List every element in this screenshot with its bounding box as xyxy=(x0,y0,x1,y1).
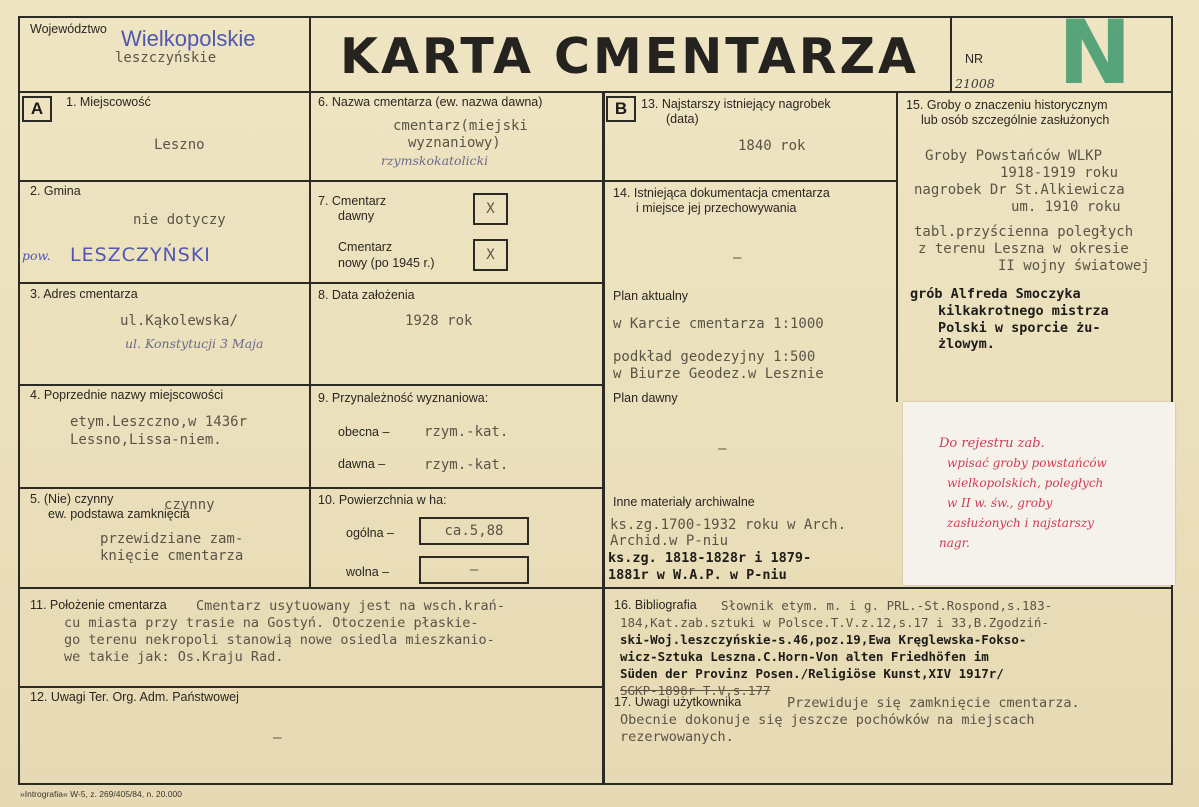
row-a5 xyxy=(18,587,1173,589)
section-b-marker: B xyxy=(606,96,636,122)
f17-label: 17. Uwagi użytkownika xyxy=(614,695,742,709)
f15-b1: grób Alfreda Smoczyka xyxy=(910,286,1081,302)
note-line6: nagr. xyxy=(939,536,970,550)
f17-line2: Obecnie dokonuje się jeszcze pochówków na miejscach xyxy=(620,712,1035,728)
nr-value: 21008 xyxy=(955,76,995,91)
f16-line2: 184,Kat.zab.sztuki w Polsce.T.V.z.12,s.17 i 33,B.Zgodziń- xyxy=(620,615,1049,630)
f7-old-label2: dawny xyxy=(338,209,375,223)
f11-line2: cu miasta przy trasie na Gostyń. Otoczenie płaskie- xyxy=(64,615,479,631)
f14-label2: i miejsce jej przechowywania xyxy=(636,201,797,215)
f16-line1: Słownik etym. m. i g. PRL.-St.Rospond,s.183- xyxy=(721,598,1053,613)
f6-line2: wyznaniowy) xyxy=(408,135,501,151)
f15-l7: II wojny światowej xyxy=(998,258,1150,274)
f10-label: 10. Powierzchnia w ha: xyxy=(318,493,447,507)
f15-b3: Polski w sporcie żu- xyxy=(938,320,1101,336)
f1-label: 1. Miejscowość xyxy=(66,95,151,109)
header-v1 xyxy=(309,16,311,93)
f5-label2: ew. podstawa zamknięcia xyxy=(48,507,190,521)
f14-current-plan1: w Karcie cmentarza 1:1000 xyxy=(613,316,824,332)
f2-label: 2. Gmina xyxy=(30,184,81,198)
f13-label1: 13. Najstarszy istniejący nagrobek xyxy=(641,97,831,111)
col-v1 xyxy=(309,91,311,588)
f15-l3: nagrobek Dr St.Alkiewicza xyxy=(914,182,1125,198)
row-b1 xyxy=(602,180,896,182)
f3-label: 3. Adres cmentarza xyxy=(30,287,138,301)
nr-label: NR xyxy=(965,52,984,66)
f4-label: 4. Poprzednie nazwy miejscowości xyxy=(30,388,224,402)
note-line5: zasłużonych i najstarszy xyxy=(947,516,1094,530)
f5-label1: 5. (Nie) czynny xyxy=(30,492,114,506)
f15-label2: lub osób szczególnie zasłużonych xyxy=(921,113,1110,127)
f15-l2: 1918-1919 roku xyxy=(1000,165,1119,181)
f7-new-label1: Cmentarz xyxy=(338,240,393,254)
row-a2 xyxy=(18,282,603,284)
row-a1 xyxy=(18,180,603,182)
row-a3 xyxy=(18,384,603,386)
f5-line2: knięcie cmentarza xyxy=(100,548,244,564)
f14-archive4: 1881r w W.A.P. w P-niu xyxy=(608,567,787,583)
f3-value: ul.Kąkolewska/ xyxy=(120,313,239,329)
f11-line4: we takie jak: Os.Kraju Rad. xyxy=(64,649,284,665)
f7-old-label1: 7. Cmentarz xyxy=(318,194,387,208)
note-line1: Do rejestru zab. xyxy=(939,436,1045,451)
f15-l5: tabl.przyścienna poległych xyxy=(914,224,1134,240)
f17-line3: rezerwowanych. xyxy=(620,729,734,745)
f15-l1: Groby Powstańców WLKP xyxy=(925,148,1103,164)
f15-b2: kilkakrotnego mistrza xyxy=(938,303,1109,319)
header-divider xyxy=(18,91,1173,93)
row-a6 xyxy=(18,686,603,688)
f1-value: Leszno xyxy=(154,137,205,153)
f9-current-label: obecna – xyxy=(338,425,390,439)
f2-stamp: LESZCZYŃSKI xyxy=(70,244,211,266)
f2-hand-prefix: pow. xyxy=(22,248,51,263)
f6-hand: rzymskokatolicki xyxy=(381,153,489,168)
f8-label: 8. Data założenia xyxy=(318,288,415,302)
f10-total-box[interactable]: ca.5,88 xyxy=(419,517,529,545)
section-a-marker: A xyxy=(22,96,52,122)
f15-label1: 15. Groby o znaczeniu historycznym xyxy=(906,98,1108,112)
pasted-note xyxy=(903,402,1175,585)
f14-current-plan-label: Plan aktualny xyxy=(613,289,689,303)
border-top xyxy=(18,16,1173,18)
f11-line1: Cmentarz usytuowany jest na wsch.krań- xyxy=(196,598,505,614)
f4-line2: Lessno,Lissa-niem. xyxy=(70,432,222,448)
f9-label: 9. Przynależność wyznaniowa: xyxy=(318,391,489,405)
f14-current-plan2: podkład geodezyjny 1:500 xyxy=(613,349,816,365)
col-v2 xyxy=(602,91,605,785)
f7-old-checkbox[interactable]: X xyxy=(473,193,508,225)
header-v2 xyxy=(950,16,952,93)
f14-old-plan-value: – xyxy=(718,441,727,457)
f14-label1: 14. Istniejąca dokumentacja cmentarza xyxy=(613,186,830,200)
f15-b4: żlowym. xyxy=(938,336,995,352)
border-bottom xyxy=(18,783,1173,785)
f15-l6: z terenu Leszna w okresie xyxy=(918,241,1129,257)
f16-line6: SGKP-1898r T.V,s.177 xyxy=(620,683,771,698)
f14-old-plan-label: Plan dawny xyxy=(613,391,678,405)
border-left xyxy=(18,16,20,784)
f16-line4: wicz-Sztuka Leszna.C.Horn-Von alten Friedhöfen im xyxy=(620,649,989,664)
f4-line1: etym.Leszczno,w 1436r xyxy=(70,414,248,430)
f3-hand: ul. Konstytucji 3 Maja xyxy=(125,336,264,351)
f12-value: – xyxy=(273,730,282,746)
f8-value: 1928 rok xyxy=(405,313,473,329)
card-title: KARTA CMENTARZA xyxy=(340,28,919,85)
f5-line1: przewidziane zam- xyxy=(100,531,244,547)
f2-value: nie dotyczy xyxy=(133,212,226,228)
f9-former-value: rzym.-kat. xyxy=(424,457,509,473)
big-letter-marker: N xyxy=(1058,1,1132,104)
f15-l4: um. 1910 roku xyxy=(1011,199,1121,215)
f10-total-label: ogólna – xyxy=(346,526,394,540)
f12-label: 12. Uwagi Ter. Org. Adm. Państwowej xyxy=(30,690,239,704)
f10-free-label: wolna – xyxy=(346,565,390,579)
print-footer: »Intrografia« W-5, z. 269/405/84, n. 20.000 xyxy=(20,789,182,799)
row-a4 xyxy=(18,487,603,489)
f9-current-value: rzym.-kat. xyxy=(424,424,509,440)
f7-new-label2: nowy (po 1945 r.) xyxy=(338,256,435,270)
f14-value: – xyxy=(733,250,742,266)
border-right xyxy=(1171,16,1173,784)
f6-label: 6. Nazwa cmentarza (ew. nazwa dawna) xyxy=(318,95,543,109)
f5-value: czynny xyxy=(164,497,215,513)
note-line2: wpisać groby powstańców xyxy=(947,456,1107,470)
voivodeship-stamp: Wielkopolskie xyxy=(121,26,256,51)
f14-archive1: ks.zg.1700-1932 roku w Arch. xyxy=(610,517,847,533)
voivodeship-typed: leszczyńskie xyxy=(115,50,217,66)
f11-line3: go terenu nekropoli stanowią nowe osiedla mieszkanio- xyxy=(64,632,495,648)
f13-value: 1840 rok xyxy=(738,138,806,154)
f16-line3: ski-Woj.leszczyńskie-s.46,poz.19,Ewa Kręglewska-Fokso- xyxy=(620,632,1027,647)
f14-current-plan3: w Biurze Geodez.w Lesznie xyxy=(613,366,824,382)
f14-archive2: Archid.w P-niu xyxy=(610,533,729,549)
voivodeship-label: Województwo xyxy=(30,22,107,36)
f10-free-box[interactable]: – xyxy=(419,556,529,584)
f6-line1: cmentarz(miejski xyxy=(393,118,528,134)
f7-new-checkbox[interactable]: X xyxy=(473,239,508,271)
note-line4: w II w. św., groby xyxy=(947,496,1053,510)
f14-archive3: ks.zg. 1818-1828r i 1879- xyxy=(608,550,812,566)
f9-former-label: dawna – xyxy=(338,457,386,471)
f16-line5: Süden der Provinz Posen./Religiöse Kunst,XIV 1917r/ xyxy=(620,666,1004,681)
f11-label: 11. Położenie cmentarza xyxy=(30,598,167,612)
f13-label2: (data) xyxy=(666,112,699,126)
f17-line1: Przewiduje się zamknięcie cmentarza. xyxy=(787,695,1080,711)
col-v3 xyxy=(896,91,898,402)
f16-label: 16. Bibliografia xyxy=(614,598,697,612)
note-line3: wielkopolskich, poległych xyxy=(947,476,1104,490)
f14-archive-label: Inne materiały archiwalne xyxy=(613,495,755,509)
